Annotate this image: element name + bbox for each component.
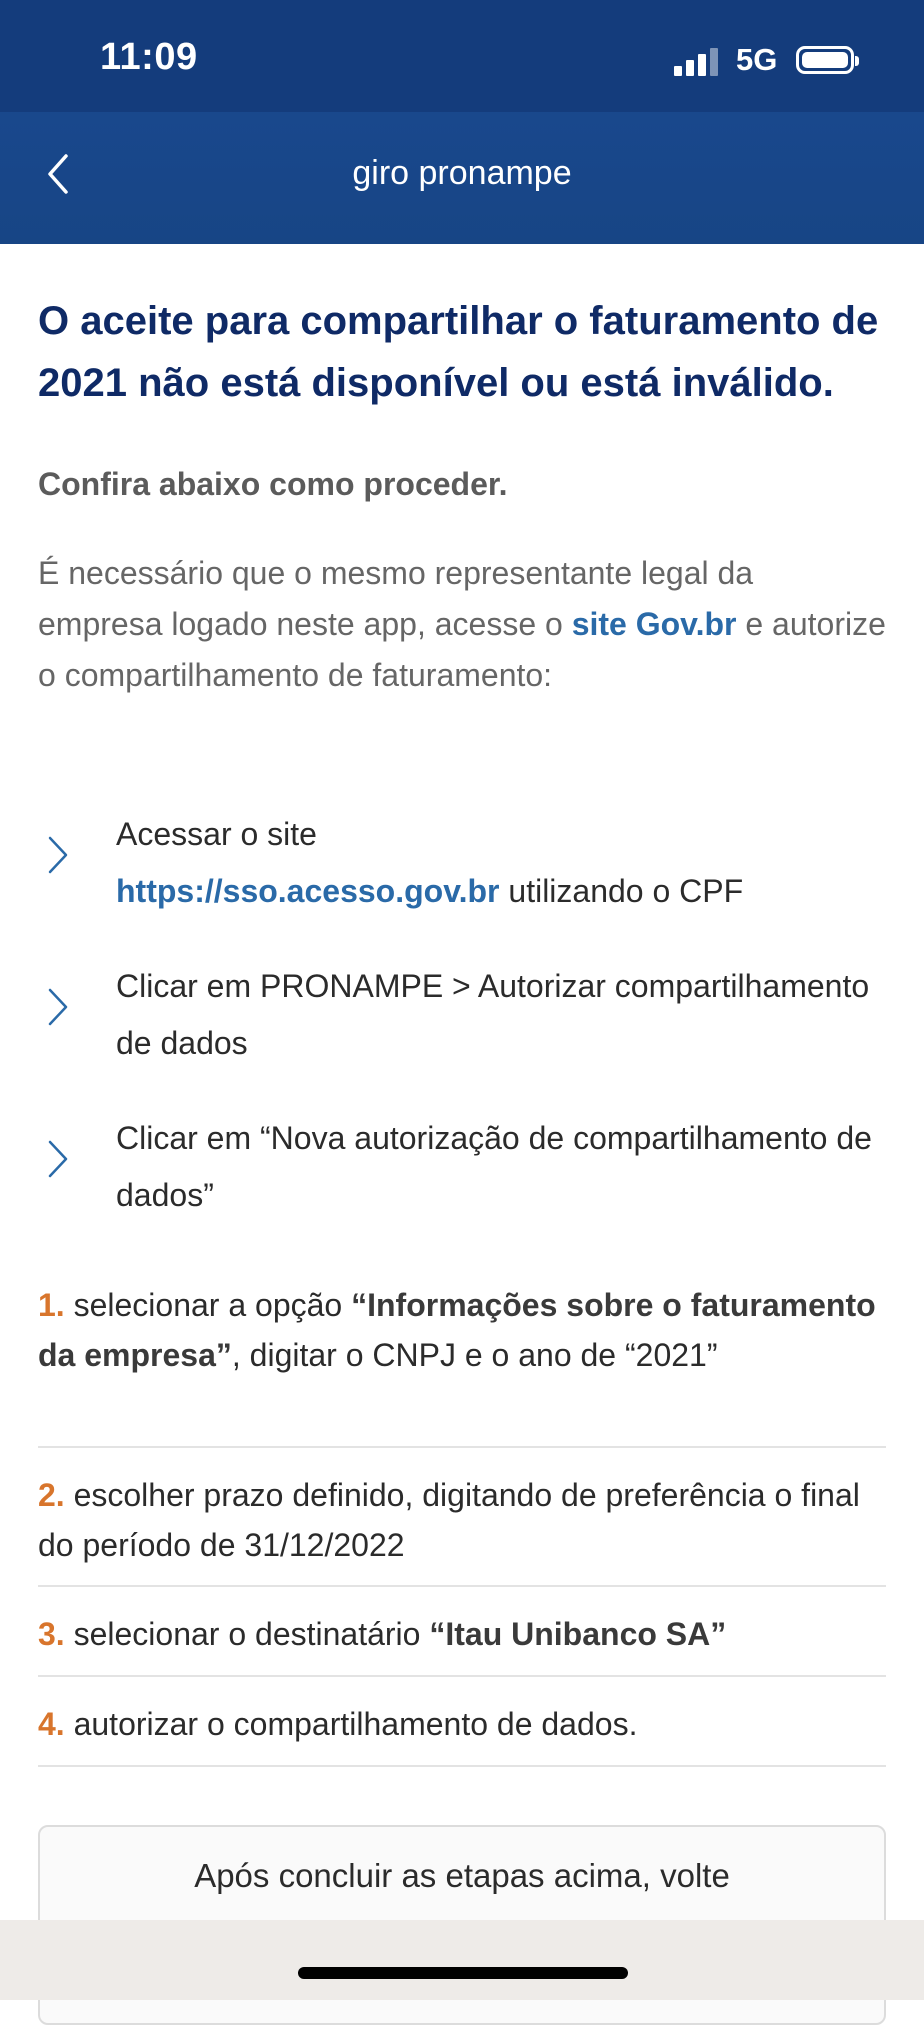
step-text xyxy=(116,806,886,920)
info-card-text: Após concluir as etapas acima, volte xyxy=(194,1857,730,1894)
item-text-bold: “Itau Unibanco SA” xyxy=(429,1616,727,1652)
home-indicator[interactable] xyxy=(298,1967,628,1979)
item-text-bold: “Informações sobre o faturamento da empresa” xyxy=(38,1287,876,1373)
signal-icon xyxy=(674,46,718,76)
item-number: 4. xyxy=(38,1706,65,1742)
numbered-item-4 xyxy=(38,1699,886,1749)
numbered-item-3 xyxy=(38,1609,886,1659)
page-title: giro pronampe xyxy=(352,154,572,192)
battery-icon xyxy=(796,46,854,74)
chevron-right-icon xyxy=(46,986,70,1028)
bottom-safe-area xyxy=(0,1920,924,2000)
app-header xyxy=(0,0,924,244)
intro-text-start: É necessário que o mesmo representante legal da empresa logado neste app, acesse o xyxy=(38,555,754,642)
network-label: 5G xyxy=(736,42,778,77)
divider xyxy=(38,1585,886,1587)
item-number: 3. xyxy=(38,1616,65,1652)
intro-text xyxy=(38,548,886,701)
intro-text-end: e autorize o compartilhamento de faturamento: xyxy=(38,606,886,693)
chevron-right-icon xyxy=(46,1138,70,1180)
status-time: 11:09 xyxy=(100,36,198,78)
subheading: Confira abaixo como proceder. xyxy=(38,466,508,502)
item-number: 1. xyxy=(38,1287,65,1323)
item-text: selecionar a opção xyxy=(64,1287,352,1323)
divider xyxy=(38,1446,886,1448)
content-area xyxy=(38,290,886,701)
step-text-after-link: utilizando o CPF xyxy=(499,873,744,909)
item-text: selecionar o destinatário xyxy=(64,1616,430,1652)
headline: O aceite para compartilhar o faturamento de 2021 não está disponível ou está inválido. xyxy=(38,299,879,405)
numbered-item-2 xyxy=(38,1470,886,1570)
numbered-item-1 xyxy=(38,1280,886,1380)
item-text: autorizar o compartilhamento de dados. xyxy=(64,1706,638,1742)
gov-br-link[interactable]: site Gov.br xyxy=(571,606,737,642)
item-text: , digitar o CNPJ e o ano de “2021” xyxy=(231,1337,718,1373)
item-text: escolher prazo definido, digitando de preferência o final do período de 31/12/2022 xyxy=(38,1477,860,1563)
step-text: Clicar em PRONAMPE > Autorizar compartilhamento de dados xyxy=(116,968,870,1061)
sso-gov-link[interactable]: https://sso.acesso.gov.br xyxy=(116,873,500,909)
chevron-right-icon xyxy=(46,834,70,876)
status-bar xyxy=(0,0,924,112)
divider xyxy=(38,1675,886,1677)
step-text: Clicar em “Nova autorização de compartilhamento de dados” xyxy=(116,1120,872,1213)
divider xyxy=(38,1765,886,1767)
item-number: 2. xyxy=(38,1477,65,1513)
step-text-line: Acessar o site xyxy=(116,816,317,852)
